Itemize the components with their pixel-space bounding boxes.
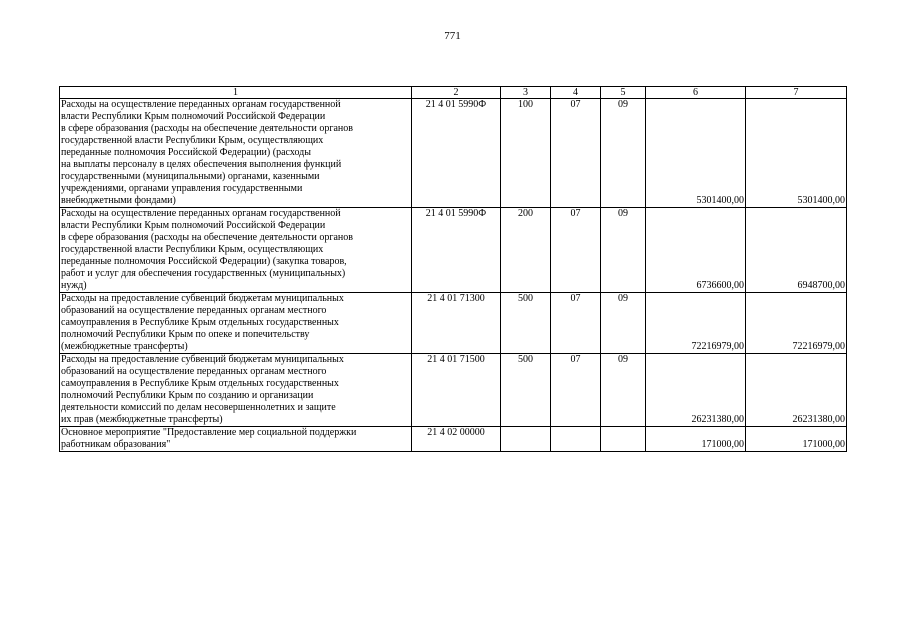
row-col6: 26231380,00 bbox=[646, 354, 746, 427]
row-description: Основное мероприятие "Предоставление мер социальной поддержки работникам образования" bbox=[60, 427, 412, 452]
row-col5: 09 bbox=[601, 99, 646, 208]
row-col7: 5301400,00 bbox=[746, 99, 847, 208]
table-row bbox=[60, 293, 847, 354]
row-col7: 26231380,00 bbox=[746, 354, 847, 427]
row-col4: 07 bbox=[551, 99, 601, 208]
row-col3: 500 bbox=[501, 293, 551, 354]
row-col5 bbox=[601, 427, 646, 452]
row-col4: 07 bbox=[551, 293, 601, 354]
row-code: 21 4 01 5990Ф bbox=[412, 208, 501, 293]
row-code: 21 4 01 5990Ф bbox=[412, 99, 501, 208]
column-header: 5 bbox=[601, 87, 646, 99]
column-header: 3 bbox=[501, 87, 551, 99]
page-number: 771 bbox=[444, 30, 461, 42]
row-description: Расходы на осуществление переданных органам государственной власти Республики Крым полномочий Российской Федерации в сфере образования (расходы на обеспечение деятельности органов государственной власти Республики Крым, осуществляющих переданные полномочия Российской Федерации) (закупка товаров, работ и услуг для обеспечения государственных (муниципальных) нужд) bbox=[60, 208, 412, 293]
column-header: 6 bbox=[646, 87, 746, 99]
row-col4: 07 bbox=[551, 354, 601, 427]
row-col4 bbox=[551, 427, 601, 452]
row-description: Расходы на осуществление переданных органам государственной власти Республики Крым полномочий Российской Федерации в сфере образования (расходы на обеспечение деятельности органов государственной власти Республики Крым, осуществляющих переданные полномочия Российской Федерации) (расходы на выплаты персоналу в целях обеспечения выполнения функций государственными (муниципальными) органами, казенными учреждениями, органами управления государственными внебюджетными фондами) bbox=[60, 99, 412, 208]
row-description: Расходы на предоставление субвенций бюджетам муниципальных образований на осуществление переданных органам местного самоуправления в Республике Крым отдельных государственных полномочий Республики Крым по опеке и попечительству (межбюджетные трансферты) bbox=[60, 293, 412, 354]
table-row bbox=[60, 354, 847, 427]
row-col5: 09 bbox=[601, 354, 646, 427]
row-col5: 09 bbox=[601, 208, 646, 293]
budget-table bbox=[59, 86, 847, 452]
row-code: 21 4 02 00000 bbox=[412, 427, 501, 452]
column-header: 7 bbox=[746, 87, 847, 99]
row-col4: 07 bbox=[551, 208, 601, 293]
row-col7: 72216979,00 bbox=[746, 293, 847, 354]
table-header-row bbox=[60, 87, 847, 99]
row-description: Расходы на предоставление субвенций бюджетам муниципальных образований на осуществление переданных органам местного самоуправления в Республике Крым отдельных государственных полномочий Республики Крым по созданию и организации деятельности комиссий по делам несовершеннолетних и защите их прав (межбюджетные трансферты) bbox=[60, 354, 412, 427]
row-code: 21 4 01 71300 bbox=[412, 293, 501, 354]
table-row bbox=[60, 427, 847, 452]
column-header: 4 bbox=[551, 87, 601, 99]
table-row bbox=[60, 208, 847, 293]
row-col6: 171000,00 bbox=[646, 427, 746, 452]
row-col3: 500 bbox=[501, 354, 551, 427]
row-col3: 100 bbox=[501, 99, 551, 208]
row-col6: 72216979,00 bbox=[646, 293, 746, 354]
row-col6: 5301400,00 bbox=[646, 99, 746, 208]
column-header: 1 bbox=[60, 87, 412, 99]
row-col7: 6948700,00 bbox=[746, 208, 847, 293]
row-col3 bbox=[501, 427, 551, 452]
row-col5: 09 bbox=[601, 293, 646, 354]
column-header: 2 bbox=[412, 87, 501, 99]
row-col3: 200 bbox=[501, 208, 551, 293]
row-code: 21 4 01 71500 bbox=[412, 354, 501, 427]
row-col6: 6736600,00 bbox=[646, 208, 746, 293]
row-col7: 171000,00 bbox=[746, 427, 847, 452]
table-row bbox=[60, 99, 847, 208]
